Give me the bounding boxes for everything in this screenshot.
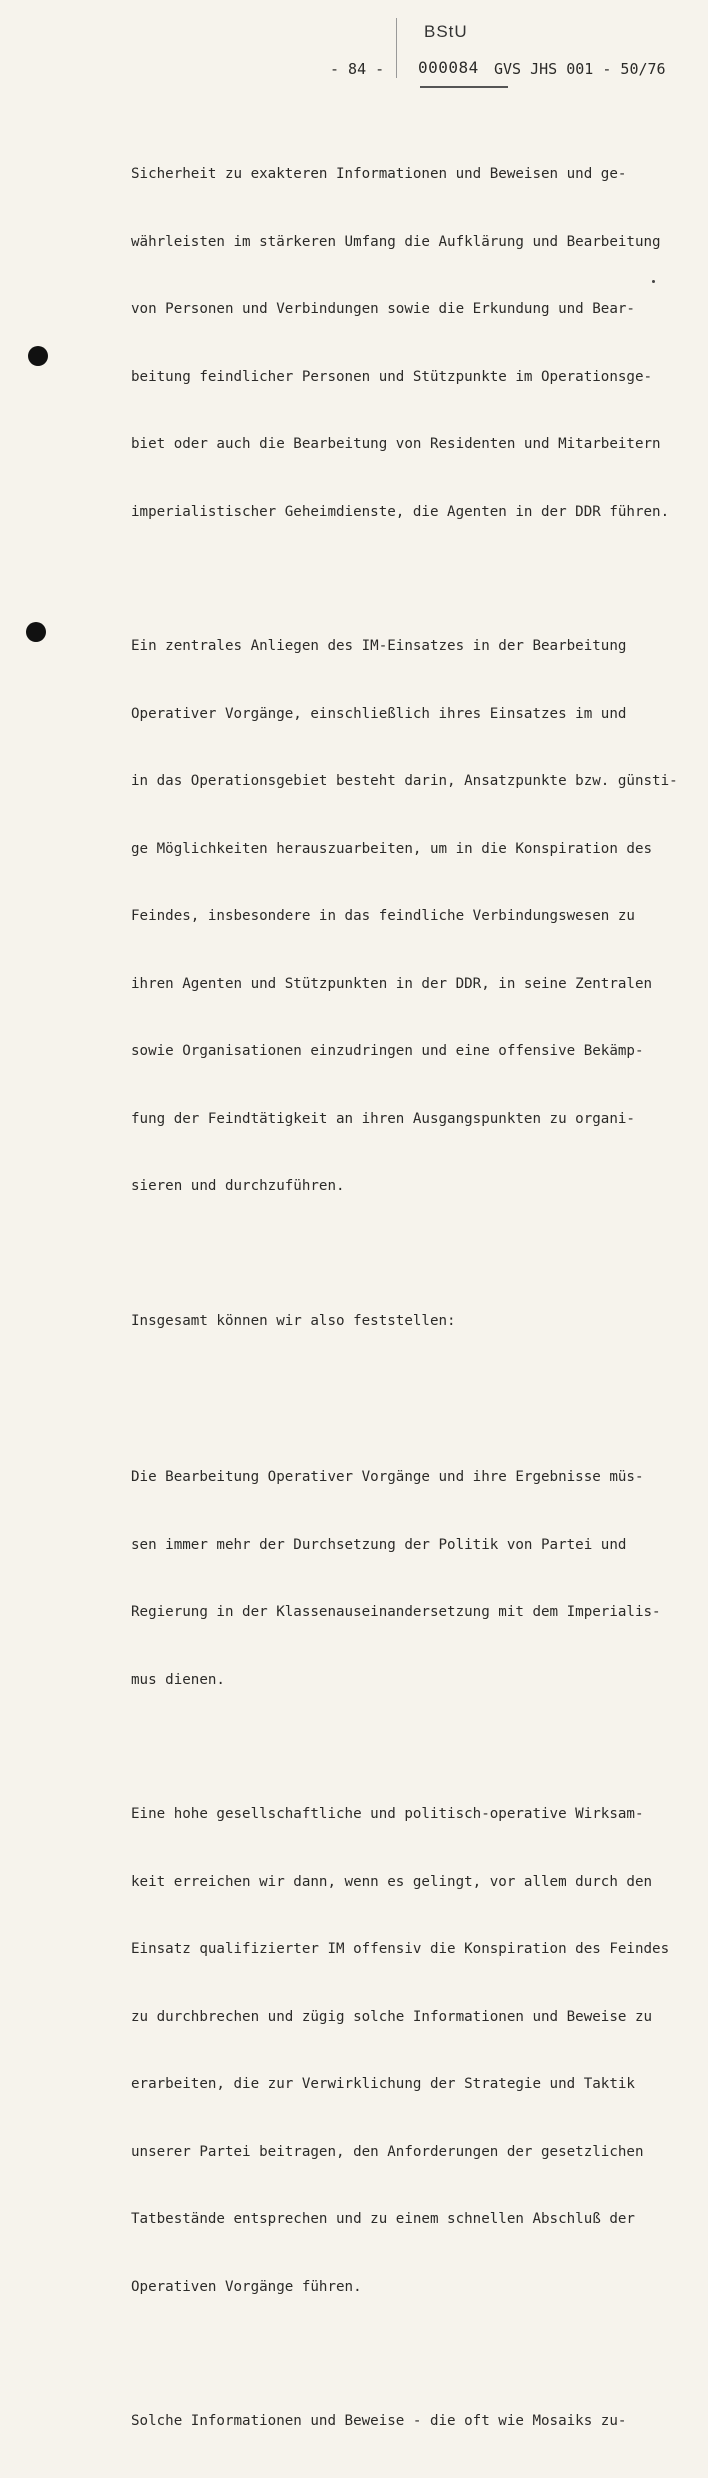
punch-hole-top — [28, 346, 48, 366]
text-line: Insgesamt können wir also feststellen: — [131, 1312, 456, 1329]
text-line: Tatbestände entsprechen und zu einem schnellen Abschluß der — [131, 2211, 635, 2227]
paragraph — [131, 1421, 691, 1736]
archive-stamp: BStU — [424, 22, 468, 41]
text-line: mus dienen. — [131, 1671, 225, 1688]
text-line: imperialistischer Geheimdienste, die Agenten in der DDR führen. — [131, 503, 670, 520]
text-line: beitung feindlicher Personen und Stützpunkte im Operationsge- — [131, 368, 653, 385]
paragraph — [131, 1758, 691, 2343]
text-line: sen immer mehr der Durchsetzung der Politik von Partei und — [131, 1536, 627, 1553]
text-line: Ein zentrales Anliegen des IM-Einsatzes in der Bearbeitung — [131, 638, 627, 654]
page-number: - 84 - — [330, 60, 385, 78]
paragraph — [131, 590, 691, 1243]
text-line: Einsatz qualifizierter IM offensiv die Konspiration des Feindes — [131, 1941, 670, 1957]
text-line: keit erreichen wir dann, wenn es gelingt, vor allem durch den — [131, 1873, 653, 1890]
text-line: in das Operationsgebiet besteht darin, Ansatzpunkte bzw. günsti- — [131, 773, 678, 789]
text-line: ge Möglichkeiten herauszuarbeiten, um in die Konspiration des — [131, 840, 653, 857]
text-line: fung der Feindtätigkeit an ihren Ausgangspunkten zu organi- — [131, 1110, 635, 1127]
serial-underline — [420, 86, 508, 88]
text-line: Eine hohe gesellschaftliche und politisch-operative Wirksam- — [131, 1806, 644, 1822]
paragraph — [131, 2365, 691, 2478]
text-line: unserer Partei beitragen, den Anforderungen der gesetzlichen — [131, 2143, 644, 2160]
text-line: von Personen und Verbindungen sowie die Erkundung und Bear- — [131, 301, 635, 317]
paragraph — [131, 118, 691, 568]
text-line: Solche Informationen und Beweise - die oft wie Mosaiks zu- — [131, 2413, 627, 2429]
text-line: währleisten im stärkeren Umfang die Aufklärung und Bearbeitung — [131, 233, 661, 250]
text-line: Operativen Vorgänge führen. — [131, 2278, 362, 2295]
stamp-divider — [396, 18, 397, 78]
text-line: Regierung in der Klassenauseinandersetzung mit dem Imperialis- — [131, 1604, 661, 1620]
body-text — [131, 118, 691, 2478]
text-line: Sicherheit zu exakteren Informationen und Beweisen und ge- — [131, 166, 627, 182]
text-line: zu durchbrechen und zügig solche Informationen und Beweise zu — [131, 2008, 653, 2025]
text-line: sieren und durchzuführen. — [131, 1178, 345, 1194]
text-line: Operativer Vorgänge, einschließlich ihres Einsatzes im und — [131, 705, 627, 722]
text-line: erarbeiten, die zur Verwirklichung der Strategie und Taktik — [131, 2076, 635, 2092]
text-line: sowie Organisationen einzudringen und eine offensive Bekämp- — [131, 1043, 644, 1059]
serial-number: 000084 — [418, 58, 479, 77]
text-line: ihren Agenten und Stützpunkten in der DDR, in seine Zentralen — [131, 975, 653, 992]
text-line: Die Bearbeitung Operativer Vorgänge und ihre Ergebnisse müs- — [131, 1469, 644, 1485]
punch-hole-bottom — [26, 622, 46, 642]
paragraph — [131, 1265, 691, 1378]
document-reference: GVS JHS 001 - 50/76 — [494, 60, 666, 78]
text-line: Feindes, insbesondere in das feindliche Verbindungswesen zu — [131, 908, 635, 924]
text-line: biet oder auch die Bearbeitung von Residenten und Mitarbeitern — [131, 436, 661, 452]
